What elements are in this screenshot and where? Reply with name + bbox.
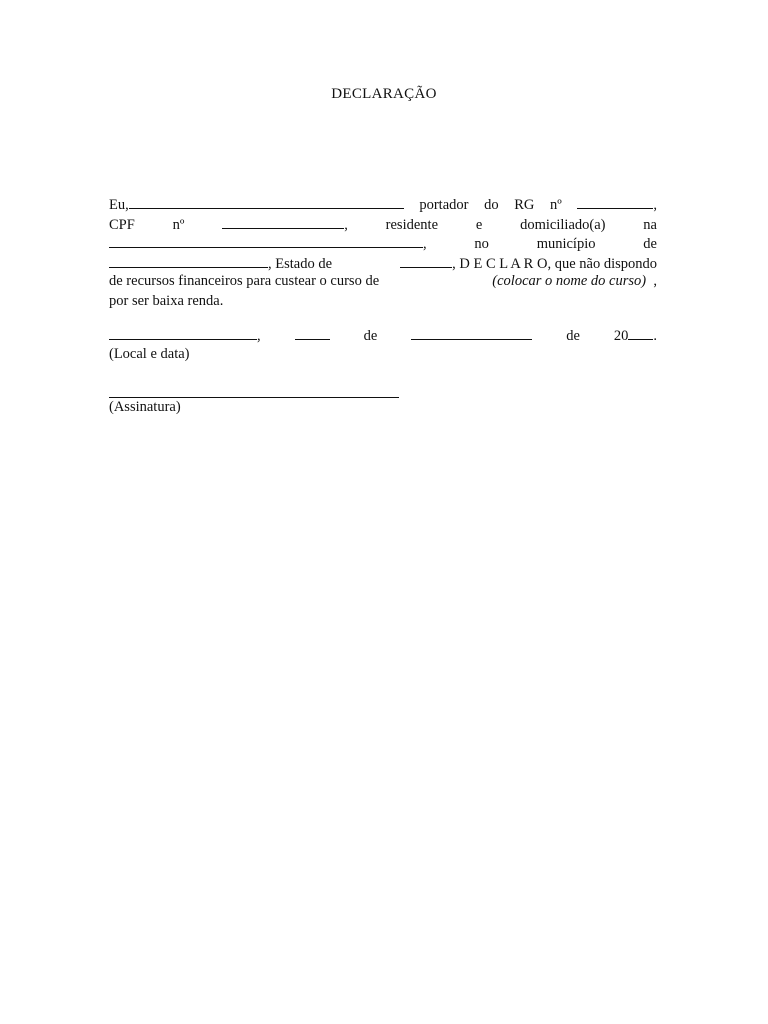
- estado-segment: [400, 253, 657, 275]
- date-caption: (Local e data): [109, 345, 190, 362]
- text-comma: ,: [653, 197, 657, 213]
- estado-blank[interactable]: [400, 253, 452, 268]
- text-na: na: [643, 216, 657, 233]
- cpf-blank[interactable]: [222, 214, 344, 229]
- text-comma: ,: [257, 328, 261, 344]
- date-caption-line: [109, 345, 657, 365]
- text-baixa-renda: por ser baixa renda.: [109, 292, 224, 309]
- text-de: de: [643, 236, 657, 252]
- text-cpf: CPF: [109, 216, 135, 233]
- declaration-paragraph: [109, 194, 657, 311]
- year-segment: [614, 325, 657, 347]
- text-no: no: [474, 236, 489, 252]
- text-de: de: [566, 328, 580, 344]
- signature-line[interactable]: [109, 378, 399, 398]
- text-rg: RG: [514, 197, 535, 213]
- local-segment: [109, 325, 261, 347]
- text-residente: residente: [385, 216, 439, 233]
- text-numero: nº: [549, 197, 562, 213]
- local-blank[interactable]: [109, 325, 257, 340]
- text-comma: ,: [653, 273, 657, 289]
- date-block: [109, 325, 657, 364]
- text-comma: ,: [423, 236, 427, 252]
- text-period: .: [653, 328, 657, 344]
- text-e: e: [475, 216, 483, 233]
- paragraph-line-3: [109, 233, 657, 253]
- text-comma: ,: [344, 216, 348, 233]
- address-segment: [109, 233, 427, 255]
- date-line: [109, 325, 657, 345]
- text-declaro: , D E C L A R O, que não dispondo: [452, 255, 657, 272]
- cpf-segment: [222, 214, 348, 236]
- name-blank[interactable]: [129, 194, 404, 209]
- text-do: do: [484, 197, 499, 213]
- paragraph-line-1: [109, 194, 657, 214]
- rg-blank[interactable]: [577, 194, 653, 209]
- document-title: DECLARAÇÃO: [331, 86, 437, 102]
- signature-caption: (Assinatura): [109, 399, 181, 415]
- month-blank[interactable]: [411, 325, 532, 340]
- signature-block: [109, 378, 399, 418]
- text-domiciliado: domiciliado(a): [520, 216, 606, 233]
- day-blank[interactable]: [295, 325, 330, 340]
- paragraph-line-4: [109, 253, 657, 273]
- address-blank[interactable]: [109, 233, 423, 248]
- text-municipio: município: [536, 236, 596, 252]
- text-estado: , Estado de: [268, 255, 333, 272]
- text-portador: portador: [419, 197, 469, 213]
- paragraph-line-6: [109, 292, 657, 312]
- text-recursos: de recursos financeiros para custear o curso de: [109, 273, 380, 289]
- year-blank[interactable]: [628, 325, 653, 340]
- rg-segment: [577, 194, 657, 216]
- curso-placeholder[interactable]: (colocar o nome do curso): [492, 273, 647, 289]
- paragraph-line-5: [109, 272, 657, 292]
- text-numero: nº: [172, 216, 185, 233]
- municipio-segment: [109, 253, 332, 275]
- text-eu: Eu,: [109, 197, 129, 213]
- municipio-blank[interactable]: [109, 253, 268, 268]
- curso-segment: [492, 272, 657, 292]
- paragraph-line-2: [109, 214, 657, 234]
- text-de: de: [363, 328, 378, 344]
- name-segment: [109, 194, 404, 216]
- text-year-prefix: 20: [613, 328, 629, 344]
